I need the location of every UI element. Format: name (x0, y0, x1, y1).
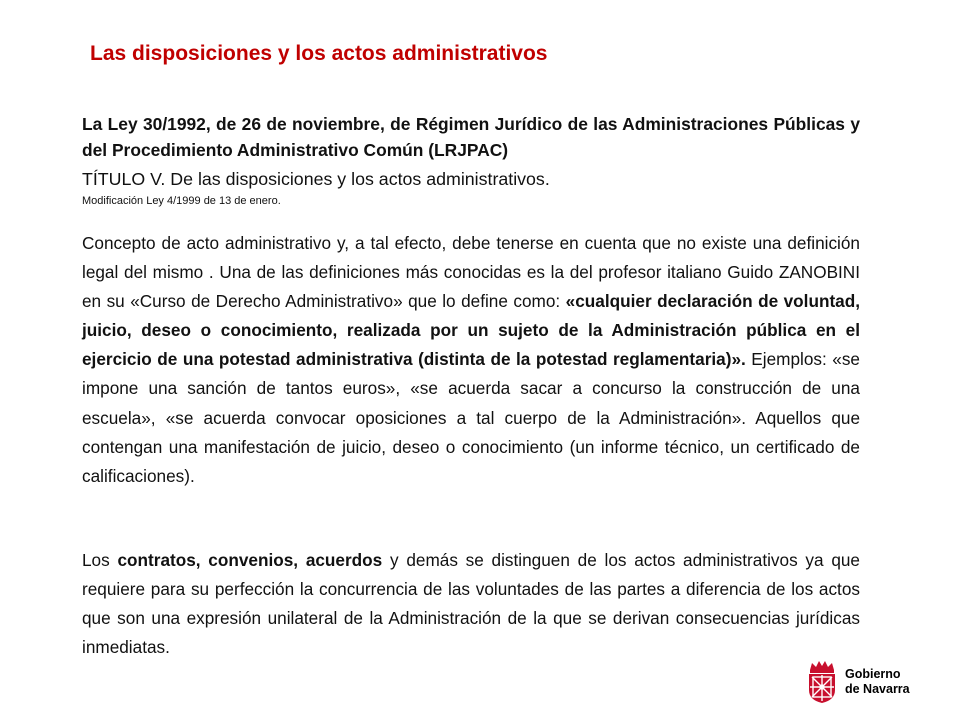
zanobini-definition: «cualquier declaración de voluntad, juicio, deseo o conocimiento, realizada por un sujeto de la Administración pública en el ejercicio de una potestad administrativa (distinta de la potestad reglamentaria)». (82, 291, 860, 370)
contracts-paragraph (82, 546, 860, 662)
logo-line-1: Gobierno (845, 667, 901, 681)
contracts-highlight: contratos, convenios, acuerdos (117, 550, 383, 570)
contracts-rest-text: y demás se distinguen de los actos administrativos ya que requiere para su perfección la concurrencia de las voluntades de las partes a diferencia de los actos que son una expresión unilateral de la Administración de la que se derivan consecuencias jurídicas inmediatas. (82, 550, 860, 658)
slide-title: Las disposiciones y los actos administrativos (90, 42, 548, 65)
title-v-reference: TÍTULO V. De las disposiciones y los actos administrativos. (82, 169, 550, 189)
contracts-intro-text: Los (82, 550, 118, 570)
concept-intro-text: Concepto de acto administrativo y, a tal efecto, debe tenerse en cuenta que no existe una definición legal del mismo . Una de las definiciones más conocidas es la del profesor italiano Guido ZANOBINI en su «Curso de Derecho Administrativo» que lo define como: (82, 233, 860, 312)
navarra-coat-of-arms-icon (805, 660, 839, 704)
modification-note: Modificación Ley 4/1999 de 13 de enero. (82, 195, 281, 207)
administrative-act-paragraph (82, 229, 860, 491)
law-reference: La Ley 30/1992, de 26 de noviembre, de Régimen Jurídico de las Administraciones Públicas y del Procedimiento Administrativo Común (LRJPAC) (82, 114, 860, 160)
examples-text: Ejemplos: «se impone una sanción de tantos euros», «se acuerda sacar a concurso la construcción de una escuela», «se acuerda convocar oposiciones a tal cuerpo de la Administración». Aquellos que contengan una manifestación de juicio, deseo o conocimiento (un informe técnico, un certificado de calificaciones). (82, 349, 860, 486)
logo-text (845, 667, 910, 697)
logo-line-2: de Navarra (845, 682, 910, 696)
gobierno-navarra-logo (805, 660, 935, 706)
